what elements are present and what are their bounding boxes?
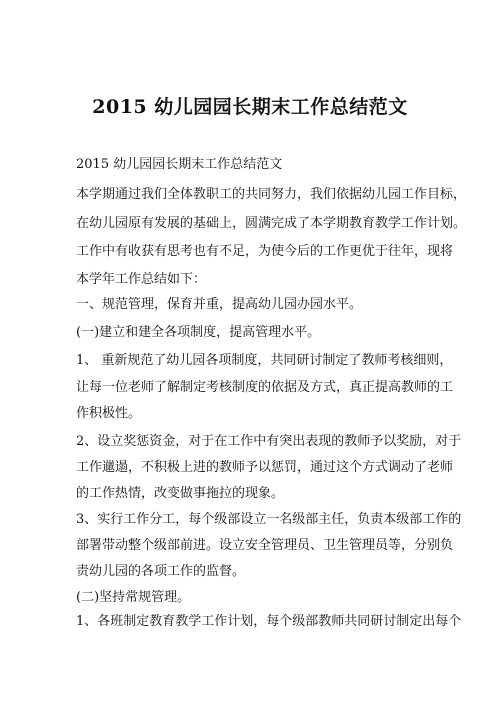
text-line: 本学年工作总结如下： [76,272,207,287]
text-line: 作积极性。 [76,406,142,421]
text-line: 工作邋遢，不积极上进的教师予以惩罚，通过这个方式调动了老师 [76,460,454,475]
subsection-heading: (一)建立和建全各项制度，提高管理水平。 [76,325,321,340]
text-line: 1、 重新规范了幼儿园各项制度，共同研讨制定了教师考核细则， [76,353,453,368]
text-line: 在幼儿园原有发展的基础上，圆满完成了本学期教育教学工作计划。 [76,216,467,231]
text-line: 的工作热情，改变做事拖拉的现象。 [76,486,285,501]
text-line: 部署带动整个级部前进。设立安全管理员、卫生管理员等，分别负 [76,538,454,553]
text-line: 3、实行工作分工，每个级部设立一名级部主任，负责本级部工作的 [76,512,462,527]
page-title: 2015 幼儿园园长期末工作总结范文 [92,96,408,118]
text-line: 让每一位老师了解制定考核制度的依据及方式，真正提高教师的工 [76,380,454,395]
subsection-heading: (二)坚持常规管理。 [76,590,191,605]
text-line: 责幼儿园的各项工作的监督。 [76,564,246,579]
text-line: 工作中有收获有思考也有不足，为使今后的工作更优于往年，现将 [76,244,454,259]
subtitle-line: 2015 幼儿园园长期末工作总结范文 [76,157,283,172]
text-line: 本学期通过我们全体教职工的共同努力，我们依据幼儿园工作目标， [76,187,467,202]
text-line: 1、各班制定教育教学工作计划，每个级部教师共同研讨制定出每个 [76,614,462,629]
text-line: 2、设立奖惩资金，对于在工作中有突出表现的教师予以奖励，对于 [76,434,462,449]
section-heading: 一、规范管理，保育并重，提高幼儿园办园水平。 [76,297,363,312]
